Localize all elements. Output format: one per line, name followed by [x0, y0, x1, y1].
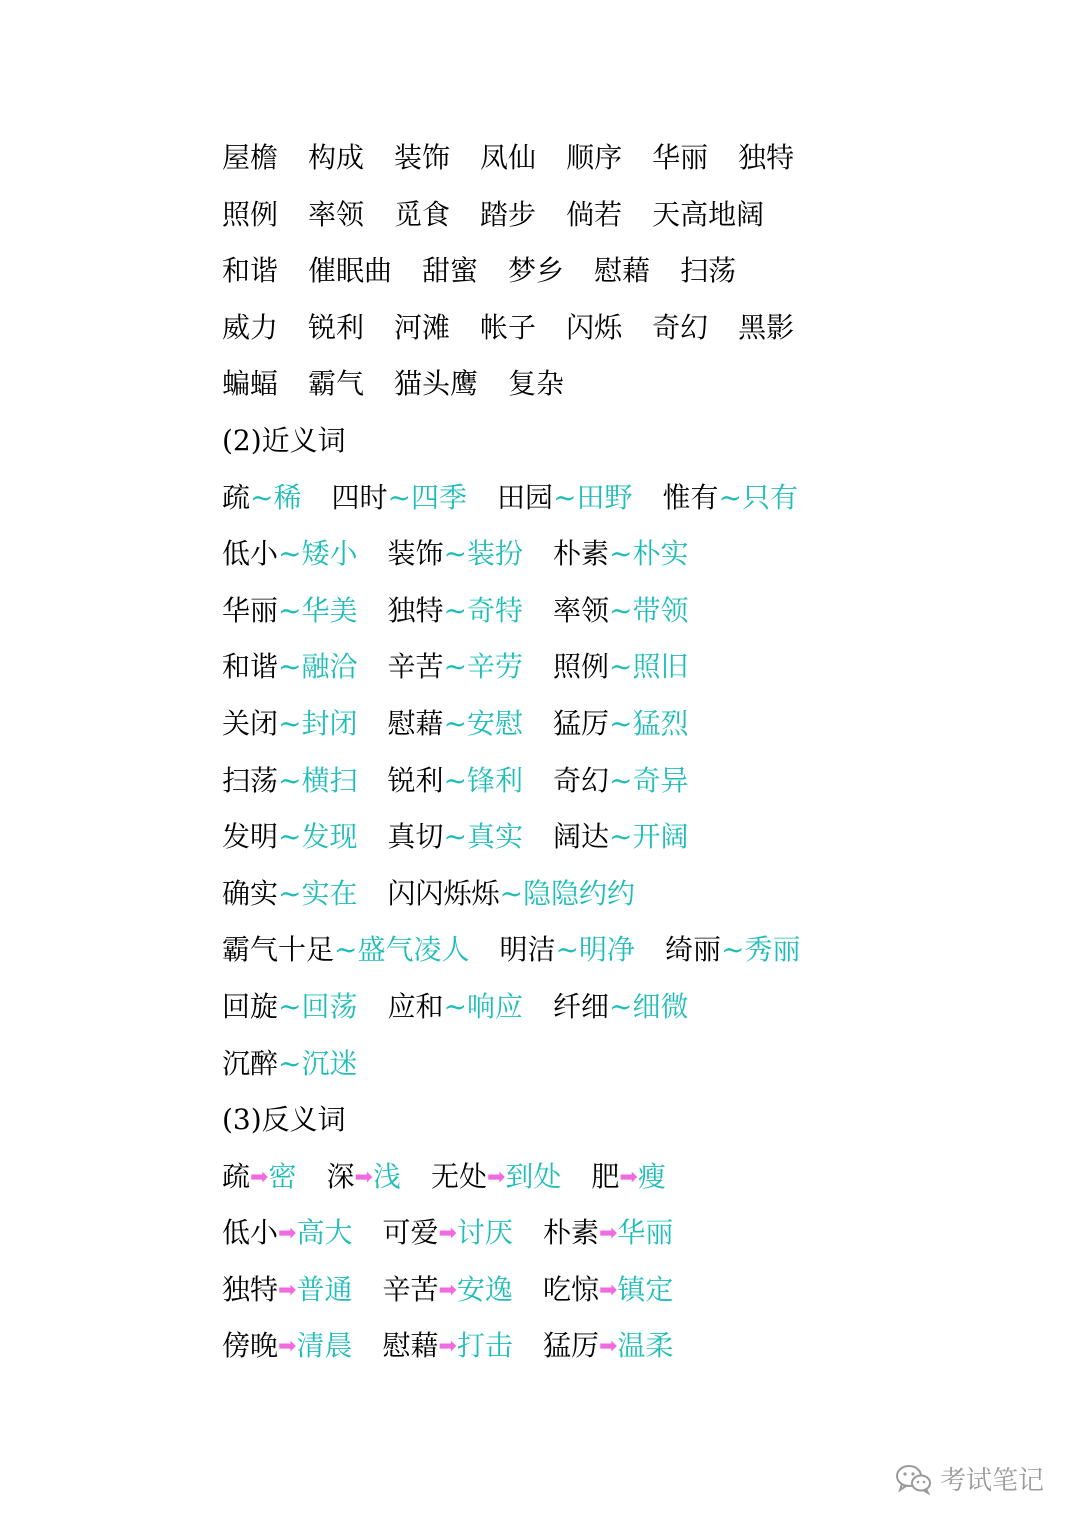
term: 肥 [591, 1159, 620, 1193]
term: 应和 [387, 989, 444, 1023]
vocab-word: 复杂 [508, 367, 565, 401]
antonym-pair [543, 1262, 673, 1322]
tilde-separator: ~ [443, 820, 467, 854]
term: 可爱 [382, 1216, 439, 1250]
synonym-pair [388, 583, 524, 640]
arrow-icon: ➡ [438, 1277, 457, 1303]
tilde-separator: ~ [609, 820, 633, 854]
arrow-icon: ➡ [278, 1221, 297, 1247]
answer-term: 隐隐约约 [522, 876, 635, 910]
answer-term: 讨厌 [456, 1216, 513, 1250]
tilde-separator: ~ [443, 989, 467, 1023]
term: 回旋 [222, 989, 279, 1023]
vocab-word: 觅食 [394, 197, 451, 231]
vocab-word: 华丽 [652, 141, 709, 174]
synonyms-list [222, 470, 1042, 1093]
tilde-separator: ~ [609, 537, 633, 571]
antonym-pair [382, 1318, 512, 1378]
arrow-icon: ➡ [278, 1277, 297, 1303]
synonym-pair [388, 866, 636, 923]
arrow-icon: ➡ [354, 1164, 373, 1190]
answer-term: 浅 [372, 1159, 401, 1193]
term: 和谐 [222, 650, 279, 684]
answer-term: 融洽 [301, 650, 358, 684]
synonym-pair [553, 979, 689, 1036]
synonym-pair [553, 753, 689, 810]
antonym-pair [222, 1205, 352, 1265]
term: 疏 [222, 1159, 251, 1193]
answer-term: 盛气凌人 [357, 933, 470, 967]
antonyms-row [222, 1149, 1042, 1206]
antonym-pair [382, 1205, 512, 1265]
synonym-pair [663, 470, 799, 527]
synonyms-row [222, 583, 1042, 640]
arrow-icon: ➡ [438, 1221, 457, 1247]
term: 朴素 [553, 537, 610, 571]
synonym-pair [222, 639, 358, 696]
vocab-row [222, 130, 1042, 187]
term: 辛苦 [387, 650, 444, 684]
arrow-icon: ➡ [278, 1334, 297, 1360]
vocab-word: 倘若 [566, 197, 623, 231]
synonym-pair [222, 696, 358, 753]
watermark [894, 1460, 1044, 1497]
vocab-word: 帐子 [480, 310, 537, 344]
antonym-pair [222, 1318, 352, 1378]
term: 绮丽 [665, 933, 722, 967]
arrow-icon: ➡ [598, 1334, 618, 1360]
arrow-icon: ➡ [598, 1277, 618, 1303]
tilde-separator: ~ [443, 763, 467, 797]
vocab-word: 装饰 [394, 141, 451, 174]
term: 低小 [222, 537, 279, 571]
answer-term: 密 [268, 1159, 297, 1193]
vocab-word: 凤仙 [480, 141, 537, 174]
term: 明洁 [499, 933, 556, 967]
synonyms-row [222, 809, 1042, 866]
synonym-pair [553, 809, 689, 866]
vocab-word: 威力 [222, 310, 279, 344]
vocab-word: 照例 [222, 197, 279, 231]
answer-term: 响应 [466, 989, 523, 1023]
term: 华丽 [222, 593, 279, 627]
tilde-separator: ~ [609, 593, 633, 627]
tilde-separator: ~ [555, 933, 579, 967]
answer-term: 真实 [466, 820, 523, 854]
antonym-pair [543, 1318, 673, 1378]
antonym-pair [326, 1149, 400, 1209]
term: 发明 [222, 820, 279, 854]
term: 真切 [387, 820, 444, 854]
term: 锐利 [387, 763, 444, 797]
answer-term: 奇异 [632, 763, 689, 797]
tilde-separator: ~ [250, 480, 274, 514]
tilde-separator: ~ [278, 650, 302, 684]
term: 纤细 [553, 989, 610, 1023]
term: 照例 [553, 650, 610, 684]
arrow-icon: ➡ [438, 1334, 457, 1360]
arrow-icon: ➡ [619, 1164, 638, 1190]
answer-term: 沉迷 [301, 1046, 358, 1080]
tilde-separator: ~ [278, 1046, 302, 1080]
answer-term: 安慰 [466, 706, 523, 740]
synonyms-row [222, 753, 1042, 810]
wechat-icon [894, 1463, 934, 1495]
antonyms-row [222, 1205, 1042, 1262]
tilde-separator: ~ [278, 593, 302, 627]
document-body [222, 130, 1042, 1375]
tilde-separator: ~ [499, 876, 523, 910]
answer-term: 普通 [296, 1272, 353, 1306]
vocab-row [222, 243, 1042, 300]
synonym-pair [388, 753, 524, 810]
answer-term: 矮小 [301, 537, 358, 571]
answer-term: 锋利 [466, 763, 523, 797]
tilde-separator: ~ [718, 480, 742, 514]
watermark-text: 考试笔记 [939, 1466, 1044, 1496]
tilde-separator: ~ [443, 650, 467, 684]
answer-term: 发现 [301, 820, 358, 854]
synonym-pair [222, 526, 358, 583]
synonyms-heading: (2)近义词 [222, 423, 346, 457]
tilde-separator: ~ [609, 989, 633, 1023]
vocab-word: 踏步 [480, 197, 537, 231]
synonym-pair [222, 809, 358, 866]
antonym-pair [222, 1149, 296, 1209]
vocab-row [222, 187, 1042, 244]
synonym-pair [222, 470, 302, 527]
answer-term: 田野 [576, 480, 633, 514]
term: 辛苦 [382, 1272, 439, 1306]
vocab-word: 屋檐 [222, 141, 279, 174]
vocab-row [222, 300, 1042, 357]
synonym-pair [665, 922, 801, 979]
term: 傍晚 [222, 1329, 279, 1363]
vocab-word: 猫头鹰 [394, 367, 479, 401]
answer-term: 安逸 [456, 1272, 513, 1306]
synonyms-row [222, 866, 1042, 923]
antonym-pair [431, 1149, 561, 1209]
answer-term: 华美 [301, 593, 358, 627]
tilde-separator: ~ [721, 933, 745, 967]
answer-term: 清晨 [296, 1329, 353, 1363]
answer-term: 四季 [410, 480, 467, 514]
vocab-word: 甜蜜 [422, 254, 479, 288]
vocab-word: 河滩 [394, 310, 451, 344]
vocab-word: 黑影 [738, 310, 795, 344]
tilde-separator: ~ [278, 876, 302, 910]
answer-term: 稀 [273, 480, 302, 514]
synonym-pair [222, 922, 470, 979]
antonym-pair [543, 1205, 673, 1265]
term: 扫荡 [222, 763, 279, 797]
vocab-word: 率领 [308, 197, 365, 231]
answer-term: 细微 [632, 989, 689, 1023]
synonym-pair [388, 979, 524, 1036]
term: 独特 [387, 593, 444, 627]
tilde-separator: ~ [443, 537, 467, 571]
tilde-separator: ~ [334, 933, 358, 967]
term: 慰藉 [382, 1329, 439, 1363]
term: 无处 [430, 1159, 487, 1193]
answer-term: 打击 [456, 1329, 513, 1363]
term: 阔达 [553, 820, 610, 854]
vocab-word: 霸气 [308, 367, 365, 401]
vocab-word: 顺序 [566, 141, 623, 174]
synonyms-row [222, 639, 1042, 696]
synonym-pair [553, 696, 689, 753]
answer-term: 温柔 [617, 1329, 674, 1363]
synonym-pair [222, 753, 358, 810]
tilde-separator: ~ [387, 480, 411, 514]
answer-term: 到处 [505, 1159, 562, 1193]
vocabulary-list [222, 130, 1042, 413]
tilde-separator: ~ [443, 706, 467, 740]
synonym-pair [222, 866, 358, 923]
answer-term: 猛烈 [632, 706, 689, 740]
vocab-word: 蝙蝠 [222, 367, 279, 401]
tilde-separator: ~ [609, 650, 633, 684]
synonym-pair [500, 922, 636, 979]
answer-term: 开阔 [632, 820, 689, 854]
antonym-pair [591, 1149, 665, 1209]
term: 田园 [497, 480, 554, 514]
term: 闪闪烁烁 [387, 876, 500, 910]
antonym-pair [382, 1262, 512, 1322]
term: 装饰 [387, 537, 444, 571]
antonym-pair [222, 1262, 352, 1322]
antonyms-row [222, 1318, 1042, 1375]
term: 四时 [331, 480, 388, 514]
synonym-pair [553, 583, 689, 640]
vocab-word: 奇幻 [652, 310, 709, 344]
arrow-icon: ➡ [598, 1221, 618, 1247]
vocab-word: 闪烁 [566, 310, 623, 344]
synonyms-row [222, 979, 1042, 1036]
synonym-pair [388, 526, 524, 583]
vocab-word: 扫荡 [680, 254, 737, 288]
term: 霸气十足 [222, 933, 335, 967]
answer-term: 装扮 [466, 537, 523, 571]
answer-term: 带领 [632, 593, 689, 627]
tilde-separator: ~ [609, 763, 633, 797]
answer-term: 镇定 [617, 1272, 674, 1306]
term: 确实 [222, 876, 279, 910]
answer-term: 横扫 [301, 763, 358, 797]
term: 独特 [222, 1272, 279, 1306]
vocab-word: 催眠曲 [308, 254, 393, 288]
term: 关闭 [222, 706, 279, 740]
term: 惟有 [662, 480, 719, 514]
synonym-pair [553, 526, 689, 583]
synonym-pair [388, 696, 524, 753]
term: 朴素 [542, 1216, 599, 1250]
answer-term: 照旧 [632, 650, 689, 684]
antonyms-row [222, 1262, 1042, 1319]
answer-term: 封闭 [301, 706, 358, 740]
answer-term: 明净 [578, 933, 635, 967]
answer-term: 朴实 [632, 537, 689, 571]
term: 奇幻 [553, 763, 610, 797]
vocab-word: 和谐 [222, 254, 279, 288]
synonyms-row [222, 470, 1042, 527]
vocab-word: 慰藉 [594, 254, 651, 288]
tilde-separator: ~ [553, 480, 577, 514]
tilde-separator: ~ [278, 706, 302, 740]
synonym-pair [222, 1036, 358, 1093]
vocab-word: 锐利 [308, 310, 365, 344]
term: 率领 [553, 593, 610, 627]
tilde-separator: ~ [609, 706, 633, 740]
synonym-pair [388, 639, 524, 696]
synonyms-row [222, 696, 1042, 753]
synonym-pair [497, 470, 633, 527]
vocab-word: 独特 [738, 141, 795, 174]
synonym-pair [222, 583, 358, 640]
term: 吃惊 [542, 1272, 599, 1306]
answer-term: 辛劳 [466, 650, 523, 684]
vocab-word: 天高地阔 [652, 197, 765, 231]
synonyms-row [222, 922, 1042, 979]
answer-term: 秀丽 [744, 933, 801, 967]
term: 低小 [222, 1216, 279, 1250]
answer-term: 华丽 [617, 1216, 674, 1250]
arrow-icon: ➡ [250, 1164, 269, 1190]
synonym-pair [388, 809, 524, 866]
term: 深 [326, 1159, 355, 1193]
answer-term: 回荡 [301, 989, 358, 1023]
tilde-separator: ~ [278, 820, 302, 854]
synonyms-row [222, 526, 1042, 583]
arrow-icon: ➡ [486, 1164, 506, 1190]
synonym-pair [222, 979, 358, 1036]
answer-term: 只有 [741, 480, 798, 514]
term: 猛厉 [542, 1329, 599, 1363]
answer-term: 实在 [301, 876, 358, 910]
term: 猛厉 [553, 706, 610, 740]
synonym-pair [332, 470, 468, 527]
vocab-word: 构成 [308, 141, 365, 174]
tilde-separator: ~ [278, 989, 302, 1023]
vocab-word: 梦乡 [508, 254, 565, 288]
tilde-separator: ~ [278, 763, 302, 797]
synonyms-row [222, 1036, 1042, 1093]
answer-term: 高大 [296, 1216, 353, 1250]
tilde-separator: ~ [443, 593, 467, 627]
vocab-row [222, 356, 1042, 413]
answer-term: 奇特 [466, 593, 523, 627]
term: 沉醉 [222, 1046, 279, 1080]
antonyms-list [222, 1149, 1042, 1375]
synonym-pair [553, 639, 689, 696]
answer-term: 瘦 [637, 1159, 666, 1193]
term: 疏 [222, 480, 251, 514]
antonyms-heading: (3)反义词 [222, 1103, 346, 1137]
tilde-separator: ~ [278, 537, 302, 571]
term: 慰藉 [387, 706, 444, 740]
